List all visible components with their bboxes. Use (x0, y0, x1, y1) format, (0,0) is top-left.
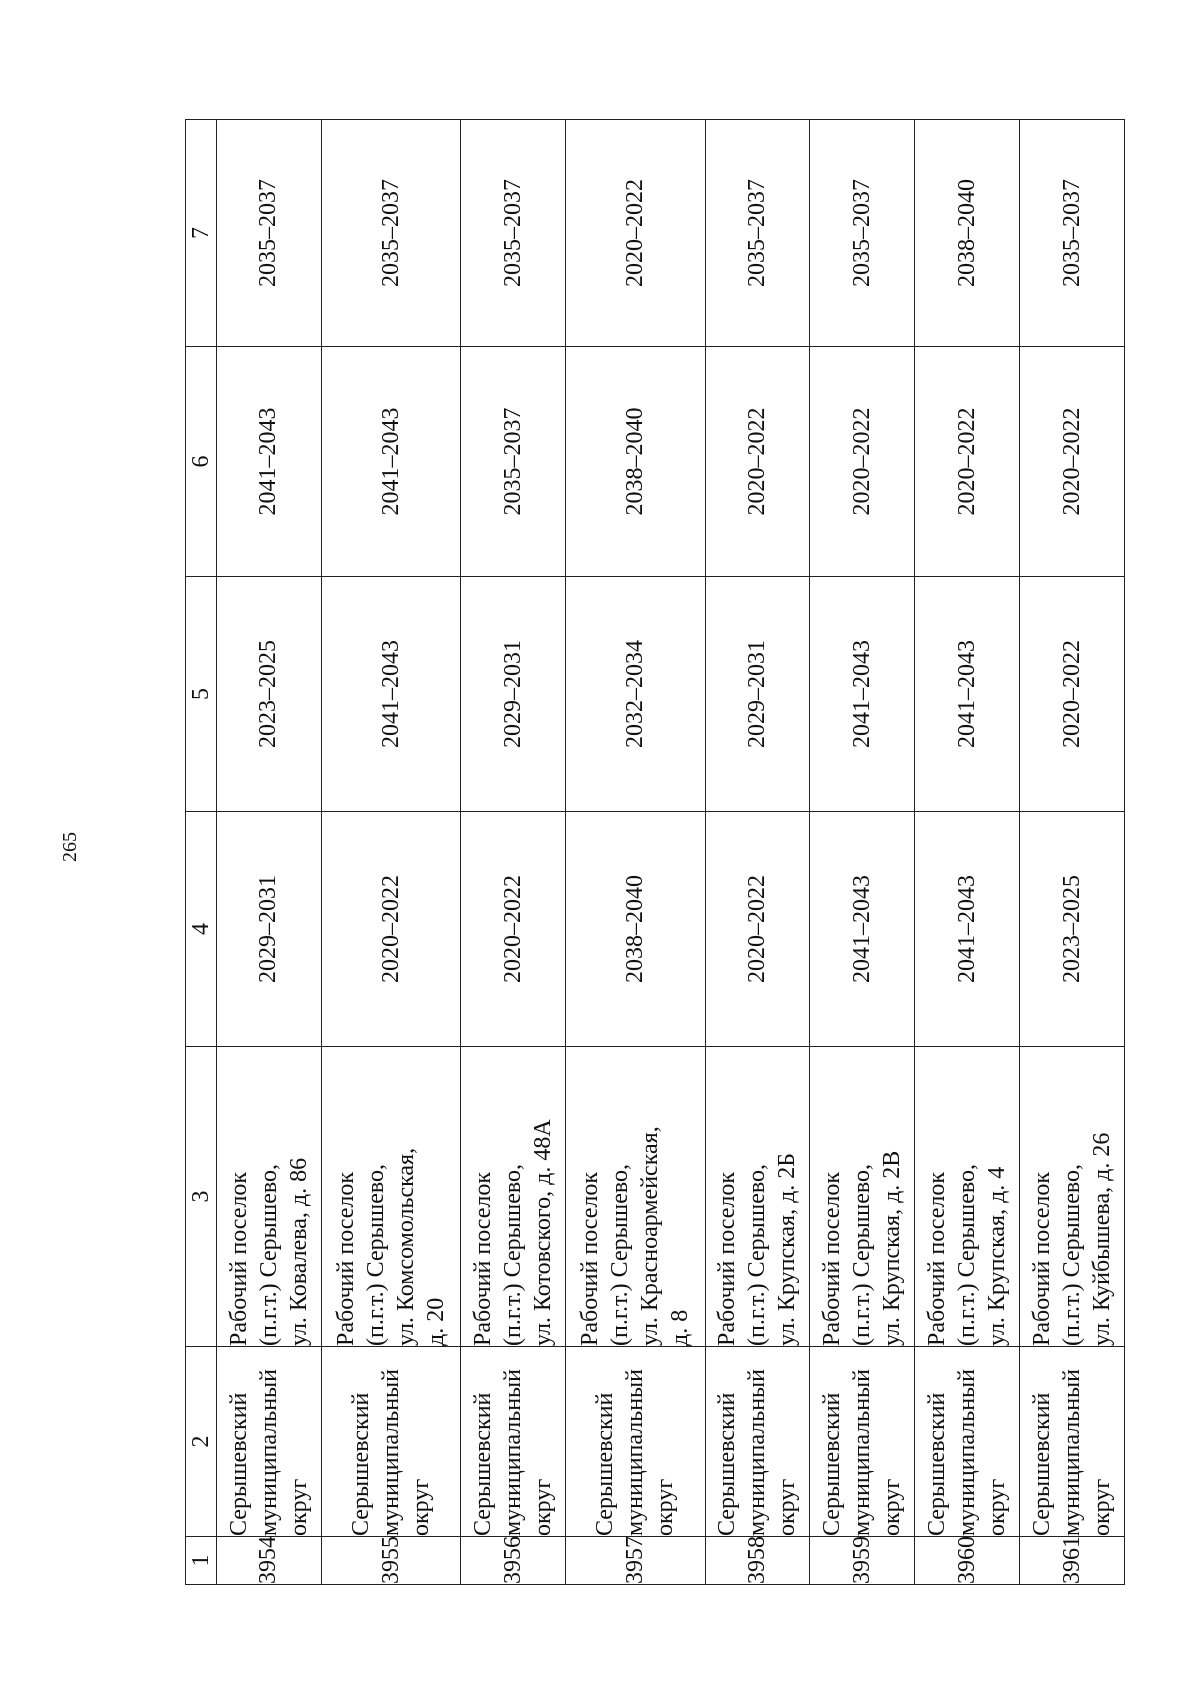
period-col-4: 2020–2022 (461, 812, 566, 1047)
district-cell (705, 1347, 810, 1537)
table-row (566, 120, 705, 1585)
table-row (915, 120, 1020, 1585)
period-col-5: 2029–2031 (461, 577, 566, 812)
period-col-4: 2041–2043 (810, 812, 915, 1047)
address-cell (810, 1047, 915, 1347)
address-cell (705, 1047, 810, 1347)
period-col-6: 2020–2022 (810, 347, 915, 577)
col-header-1: 1 (186, 1537, 217, 1585)
address-cell (461, 1047, 566, 1347)
row-number: 3957 (566, 1537, 705, 1585)
period-col-4: 2020–2022 (321, 812, 460, 1047)
district-text: Серышевский муниципальный округ (348, 1368, 435, 1536)
row-number: 3958 (705, 1537, 810, 1585)
period-col-6: 2020–2022 (1020, 347, 1125, 577)
district-text: Серышевский муниципальный округ (225, 1368, 312, 1536)
col-header-2: 2 (186, 1347, 217, 1537)
district-text: Серышевский муниципальный округ (924, 1368, 1011, 1536)
address-text: Рабочий поселок (п.г.т.) Серышево, ул. Комсомольская, д. 20 (333, 1147, 450, 1346)
housing-repair-schedule-table (185, 119, 1125, 1585)
address-cell (915, 1047, 1020, 1347)
period-col-7: 2038–2040 (915, 120, 1020, 347)
period-col-5: 2041–2043 (321, 577, 460, 812)
period-col-4: 2041–2043 (915, 812, 1020, 1047)
period-col-5: 2032–2034 (566, 577, 705, 812)
district-cell (1020, 1347, 1125, 1537)
period-col-6: 2041–2043 (321, 347, 460, 577)
table-row (810, 120, 915, 1585)
district-text: Серышевский муниципальный округ (470, 1368, 557, 1536)
period-col-5: 2041–2043 (810, 577, 915, 812)
period-col-7: 2035–2037 (810, 120, 915, 347)
period-col-5: 2020–2022 (1020, 577, 1125, 812)
col-header-5: 5 (186, 577, 217, 812)
period-col-6: 2020–2022 (915, 347, 1020, 577)
district-text: Серышевский муниципальный округ (1029, 1368, 1116, 1536)
address-text: Рабочий поселок (п.г.т.) Серышево, ул. Котовского, д. 48А (470, 1119, 557, 1346)
district-cell (810, 1347, 915, 1537)
period-col-6: 2038–2040 (566, 347, 705, 577)
period-col-6: 2020–2022 (705, 347, 810, 577)
header-row (186, 120, 217, 1585)
district-cell (566, 1347, 705, 1537)
period-col-5: 2029–2031 (705, 577, 810, 812)
address-text: Рабочий поселок (п.г.т.) Серышево, ул. Куйбышева, д. 26 (1029, 1132, 1116, 1346)
row-number: 3956 (461, 1537, 566, 1585)
address-cell (566, 1047, 705, 1347)
period-col-6: 2041–2043 (217, 347, 322, 577)
address-cell (321, 1047, 460, 1347)
address-text: Рабочий поселок (п.г.т.) Серышево, ул. Ковалева, д. 86 (225, 1157, 312, 1346)
address-cell (1020, 1047, 1125, 1347)
table-row (217, 120, 322, 1585)
col-header-7: 7 (186, 120, 217, 347)
address-text: Рабочий поселок (п.г.т.) Серышево, ул. Крупская, д. 4 (924, 1163, 1011, 1346)
district-cell (461, 1347, 566, 1537)
period-col-4: 2038–2040 (566, 812, 705, 1047)
col-header-6: 6 (186, 347, 217, 577)
col-header-4: 4 (186, 812, 217, 1047)
row-number: 3960 (915, 1537, 1020, 1585)
row-number: 3954 (217, 1537, 322, 1585)
page-number: 265 (59, 832, 81, 862)
district-text: Серышевский муниципальный округ (714, 1368, 801, 1536)
table-row (1020, 120, 1125, 1585)
district-cell (915, 1347, 1020, 1537)
address-cell (217, 1047, 322, 1347)
period-col-4: 2023–2025 (1020, 812, 1125, 1047)
address-text: Рабочий поселок (п.г.т.) Серышево, ул. Красноармейская, д. 8 (577, 1126, 694, 1346)
district-cell (321, 1347, 460, 1537)
row-number: 3955 (321, 1537, 460, 1585)
period-col-4: 2020–2022 (705, 812, 810, 1047)
table-row (321, 120, 460, 1585)
address-text: Рабочий поселок (п.г.т.) Серышево, ул. Крупская, д. 2Б (714, 1152, 801, 1346)
period-col-7: 2035–2037 (705, 120, 810, 347)
table-row (705, 120, 810, 1585)
period-col-7: 2035–2037 (461, 120, 566, 347)
period-col-7: 2035–2037 (1020, 120, 1125, 347)
period-col-7: 2035–2037 (217, 120, 322, 347)
row-number: 3961 (1020, 1537, 1125, 1585)
table-row (461, 120, 566, 1585)
district-text: Серышевский муниципальный округ (819, 1368, 906, 1536)
rotated-table-container (185, 120, 1125, 1585)
district-text: Серышевский муниципальный округ (592, 1368, 679, 1536)
col-header-3: 3 (186, 1047, 217, 1347)
period-col-7: 2020–2022 (566, 120, 705, 347)
district-cell (217, 1347, 322, 1537)
period-col-7: 2035–2037 (321, 120, 460, 347)
period-col-5: 2023–2025 (217, 577, 322, 812)
row-number: 3959 (810, 1537, 915, 1585)
address-text: Рабочий поселок (п.г.т.) Серышево, ул. Крупская, д. 2В (819, 1150, 906, 1346)
period-col-6: 2035–2037 (461, 347, 566, 577)
period-col-5: 2041–2043 (915, 577, 1020, 812)
period-col-4: 2029–2031 (217, 812, 322, 1047)
